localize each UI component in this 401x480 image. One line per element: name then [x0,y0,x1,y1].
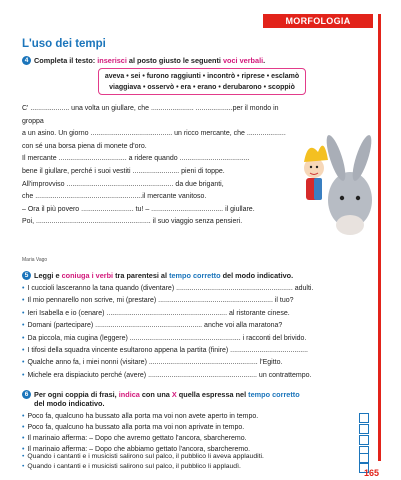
list-item[interactable]: • Ieri Isabella e io (cenare) .............................................................. al ristorante cinese. [22,309,290,317]
list-item[interactable]: • Domani (partecipare) ....................................................... anche voi alla maratona? [22,322,283,330]
exercise-6-pair-3 [22,452,362,472]
exercise-5-list [22,283,362,382]
bullet-icon: • [22,445,25,453]
text-line[interactable]: C' .................... una volta un giullare, che ...................... ...................per il mondo in groppa [22,105,279,125]
list-item[interactable]: • Da piccola, mia cugina (leggere) ......................................................... i racconti del brivido. [22,334,307,342]
list-item: • Quando i cantanti e i musicisti salirono sul palco, il pubblico li applaudì. [22,463,241,470]
exercise-4-text [22,103,302,229]
list-item: • Il marinaio afferma: – Dopo che abbiamo gettato l'ancora, sbarcheremo. [22,445,251,453]
text-line[interactable]: a un asino. Un giorno .......................................... un ricco mercante, che .................... [22,130,286,138]
text-line[interactable]: che .......................................................il mercante vanitoso. [22,193,207,201]
list-item: • Poco fa, qualcuno ha bussato alla porta ma voi non aprivate in tempo. [22,423,245,431]
side-rule [378,14,381,461]
answer-checkbox[interactable] [359,413,369,423]
bullet-icon: • [22,297,25,305]
list-item: • Poco fa, qualcuno ha bussato alla porta ma voi non avete aperto in tempo. [22,413,259,420]
answer-checkbox[interactable] [359,453,369,463]
bullet-icon: • [22,435,25,442]
exercise-6-pair-1 [22,412,362,434]
text-line[interactable]: Poi, ........................................................... il suo viaggio senza pensieri. [22,218,243,226]
section-banner: MORFOLOGIA [263,14,373,28]
bullet-icon: • [22,453,25,460]
exercise-number: 6 [22,390,31,399]
list-item[interactable]: • Qualche anno fa, i miei nonni (visitare) ........................................................ l'Egitto. [22,359,283,367]
bullet-icon: • [22,285,25,292]
bullet-icon: • [22,334,25,342]
list-item[interactable]: • Il mio pennarello non scrive, mi (prestare) ........................................................... il tuo? [22,297,294,305]
text-line[interactable]: All'improvviso ....................................................... da due briganti, [22,180,224,188]
exercise-6-instructions: 6 Per ogni coppia di frasi, indica con una X quella espressa nel tempo corretto del modo indicativo. [22,390,300,408]
text-line[interactable]: – Ora il più povero ........................... tu! – ..................................... il giullare. [22,205,255,213]
answer-checkbox[interactable] [359,435,369,445]
bullet-icon: • [22,322,25,330]
list-item: • Quando i cantanti e i musicisti salirono sul palco, il pubblico li aveva applauditi. [22,453,264,460]
word-bank: aveva • sei • furono raggiunti • incontrò • riprese • esclamò viaggiava • osservò • era • erano • derubarono • scoppiò [98,68,306,95]
bullet-icon: • [22,347,25,355]
bullet-icon: • [22,413,25,420]
page-title: L'uso dei tempi [22,38,106,50]
exercise-4-instructions: 4 Completa il testo: inserisci al posto giusto le seguenti voci verbali. [22,56,265,65]
list-item[interactable]: • I tifosi della squadra vincente esultarono appena la partita (finire) ........................................ [22,347,308,355]
bullet-icon: • [22,359,25,367]
text-line[interactable]: Il mercante ................................... a ridere quando .................................... [22,155,250,163]
exercise-number: 5 [22,271,31,280]
exercise-5-instructions: 5 Leggi e coniuga i verbi tra parentesi al tempo corretto del modo indicativo. [22,271,293,280]
bullet-icon: • [22,371,25,379]
text-line: con sé una borsa piena di monete d'oro. [22,142,147,150]
list-item[interactable]: • I cuccioli lasceranno la tana quando (diventare) ............................................................ adulti. [22,285,314,292]
exercise-number: 4 [22,56,31,65]
bullet-icon: • [22,423,25,431]
jester-donkey-illustration [300,130,378,250]
list-item: • Il marinaio afferma: – Dopo che avremo gettato l'ancora, sbarcheremo. [22,435,247,442]
answer-checkbox[interactable] [359,424,369,434]
bullet-icon: • [22,309,25,317]
author-credit: Maria Vago [22,257,48,263]
page-number: 165 [363,468,379,478]
list-item[interactable]: • Michele era dispiaciuto perché (avere) ........................................................ un contrattempo. [22,371,312,379]
bullet-icon: • [22,463,25,470]
text-line[interactable]: bene il giullare, perché i suoi vestiti ........................ pieni di toppe. [22,167,225,175]
